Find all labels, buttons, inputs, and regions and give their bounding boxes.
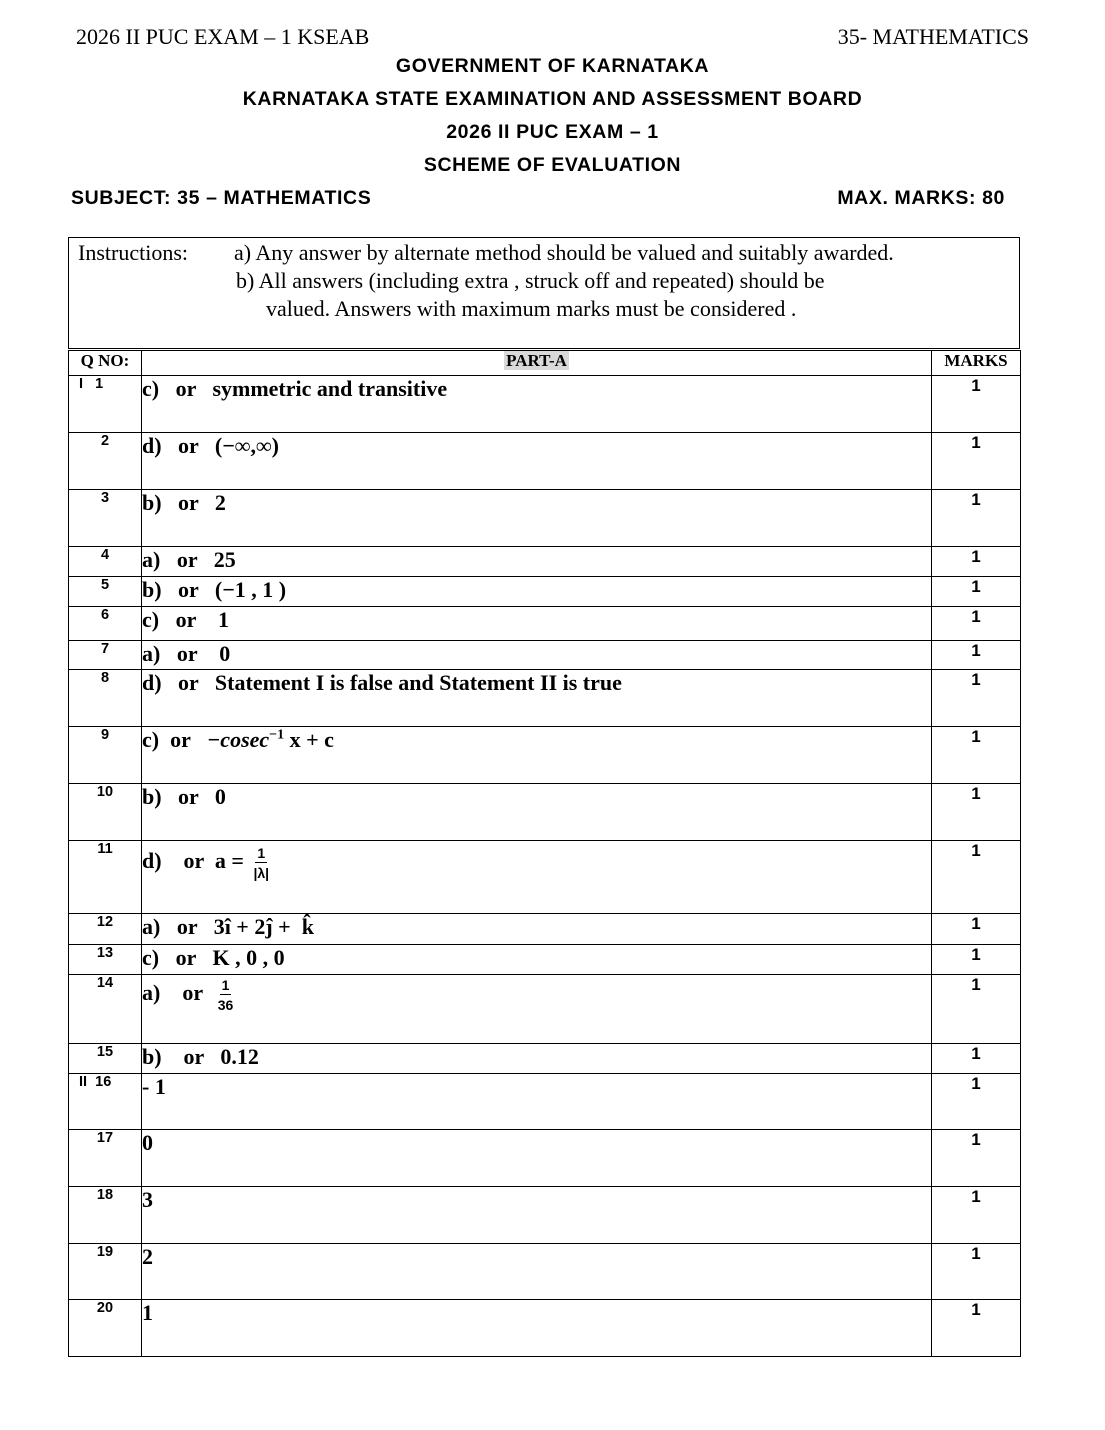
table-row: [69, 945, 1021, 975]
question-number: 7: [69, 641, 142, 670]
marks: 1: [932, 490, 1021, 547]
answer: [142, 727, 932, 784]
table-header-row: [69, 351, 1021, 376]
marks: 1: [932, 1244, 1021, 1300]
heading-scheme: SCHEME OF EVALUATION: [423, 154, 682, 176]
question-number: 10: [69, 784, 142, 841]
answer-superscript: −1: [269, 727, 285, 743]
answer-scheme-table: [68, 350, 1021, 1357]
answer: b) or (−1 , 1 ): [142, 577, 932, 607]
marks: 1: [932, 1300, 1021, 1357]
question-number: 9: [69, 727, 142, 784]
answer: - 1: [142, 1074, 932, 1130]
table-row: [69, 641, 1021, 670]
fraction-numerator: 1: [221, 977, 230, 993]
answer: d) or (−∞,∞): [142, 433, 932, 490]
table-row: [69, 1044, 1021, 1074]
table-row: [69, 490, 1021, 547]
marks: 1: [932, 547, 1021, 577]
instructions-label: Instructions:: [78, 240, 188, 265]
marks: 1: [932, 914, 1021, 945]
answer: [142, 975, 932, 1044]
question-number: 13: [69, 945, 142, 975]
question-number: [69, 376, 142, 433]
instruction-b-line2: valued. Answers with maximum marks must be considered .: [266, 296, 797, 321]
answer-prefix: c) or: [142, 727, 207, 752]
heading-government: GOVERNMENT OF KARNATAKA: [395, 55, 710, 77]
marks: 1: [932, 433, 1021, 490]
max-marks-label: MAX. MARKS: 80: [837, 187, 1005, 209]
marks: 1: [932, 641, 1021, 670]
table-row: [69, 1074, 1021, 1130]
answer: a) or 25: [142, 547, 932, 577]
question-number: [69, 1074, 142, 1130]
table-row: [69, 1130, 1021, 1187]
fraction: [253, 845, 269, 881]
marks: 1: [932, 975, 1021, 1044]
marks: 1: [932, 670, 1021, 727]
subject-label: SUBJECT: 35 – MATHEMATICS: [71, 187, 372, 209]
question-number: 4: [69, 547, 142, 577]
table-row: [69, 727, 1021, 784]
header-qno: Q NO:: [69, 351, 142, 376]
table-row: [69, 841, 1021, 914]
fraction-denominator: 36: [217, 997, 234, 1013]
header-part: [142, 351, 932, 376]
answer-math: −cosec: [206, 727, 270, 752]
table-row: [69, 784, 1021, 841]
answer-prefix: a) or: [142, 980, 214, 1006]
answer-suffix: x + c: [284, 727, 334, 752]
question-number: 12: [69, 914, 142, 945]
heading-exam: 2026 II PUC EXAM – 1: [446, 121, 659, 143]
marks: 1: [932, 945, 1021, 975]
answer: 2: [142, 1244, 932, 1300]
question-number: 19: [69, 1244, 142, 1300]
question-number: 6: [69, 607, 142, 641]
answer: b) or 0: [142, 784, 932, 841]
marks: 1: [932, 1044, 1021, 1074]
marks: 1: [932, 376, 1021, 433]
answer: [142, 841, 932, 914]
table-row: [69, 577, 1021, 607]
marks: 1: [932, 577, 1021, 607]
question-number: 14: [69, 975, 142, 1044]
table-row: [69, 607, 1021, 641]
answer: 1: [142, 1300, 932, 1357]
question-number: 18: [69, 1187, 142, 1244]
table-row: [69, 433, 1021, 490]
marks: 1: [932, 841, 1021, 914]
question-number: 5: [69, 577, 142, 607]
question-number: 11: [69, 841, 142, 914]
answer-prefix: d) or a =: [142, 848, 250, 874]
running-header-right: 35- MATHEMATICS: [837, 24, 1029, 49]
question-number: 20: [69, 1300, 142, 1357]
answer: c) or symmetric and transitive: [142, 376, 932, 433]
question-number-value: 16: [95, 1074, 112, 1090]
marks: 1: [932, 1074, 1021, 1130]
answer: c) or K , 0 , 0: [142, 945, 932, 975]
header-part-label: PART-A: [506, 351, 567, 370]
question-number-value: 1: [95, 376, 104, 392]
answer: b) or 0.12: [142, 1044, 932, 1074]
table-row: [69, 376, 1021, 433]
heading-board: KARNATAKA STATE EXAMINATION AND ASSESSMENT BOARD: [242, 88, 863, 110]
table-row: [69, 1187, 1021, 1244]
marks: 1: [932, 1187, 1021, 1244]
running-header-left: 2026 II PUC EXAM – 1 KSEAB: [76, 24, 370, 49]
table-row: [69, 975, 1021, 1044]
part-label: I: [79, 376, 84, 392]
table-row: [69, 914, 1021, 945]
marks: 1: [932, 727, 1021, 784]
instruction-a: a) Any answer by alternate method should be valued and suitably awarded.: [234, 240, 894, 265]
answer: a) or 3î + 2ĵ + k̂: [142, 914, 932, 945]
answer: c) or 1: [142, 607, 932, 641]
table-row: [69, 670, 1021, 727]
marks: 1: [932, 1130, 1021, 1187]
question-number: 8: [69, 670, 142, 727]
part-label: II: [79, 1074, 88, 1090]
table-row: [69, 547, 1021, 577]
answer: a) or 0: [142, 641, 932, 670]
fraction-numerator: 1: [257, 845, 266, 861]
instruction-b-line1: b) All answers (including extra , struck off and repeated) should be: [236, 268, 825, 293]
table-row: [69, 1300, 1021, 1357]
table-row: [69, 1244, 1021, 1300]
answer: d) or Statement I is false and Statement II is true: [142, 670, 932, 727]
instructions-box: [68, 237, 1020, 349]
question-number: 2: [69, 433, 142, 490]
marks: 1: [932, 784, 1021, 841]
question-number: 15: [69, 1044, 142, 1074]
question-number: 3: [69, 490, 142, 547]
header-marks: MARKS: [932, 351, 1021, 376]
answer: b) or 2: [142, 490, 932, 547]
answer: 0: [142, 1130, 932, 1187]
fraction: [218, 977, 234, 1013]
answer: 3: [142, 1187, 932, 1244]
fraction-denominator: |λ|: [253, 865, 270, 881]
question-number: 17: [69, 1130, 142, 1187]
marks: 1: [932, 607, 1021, 641]
